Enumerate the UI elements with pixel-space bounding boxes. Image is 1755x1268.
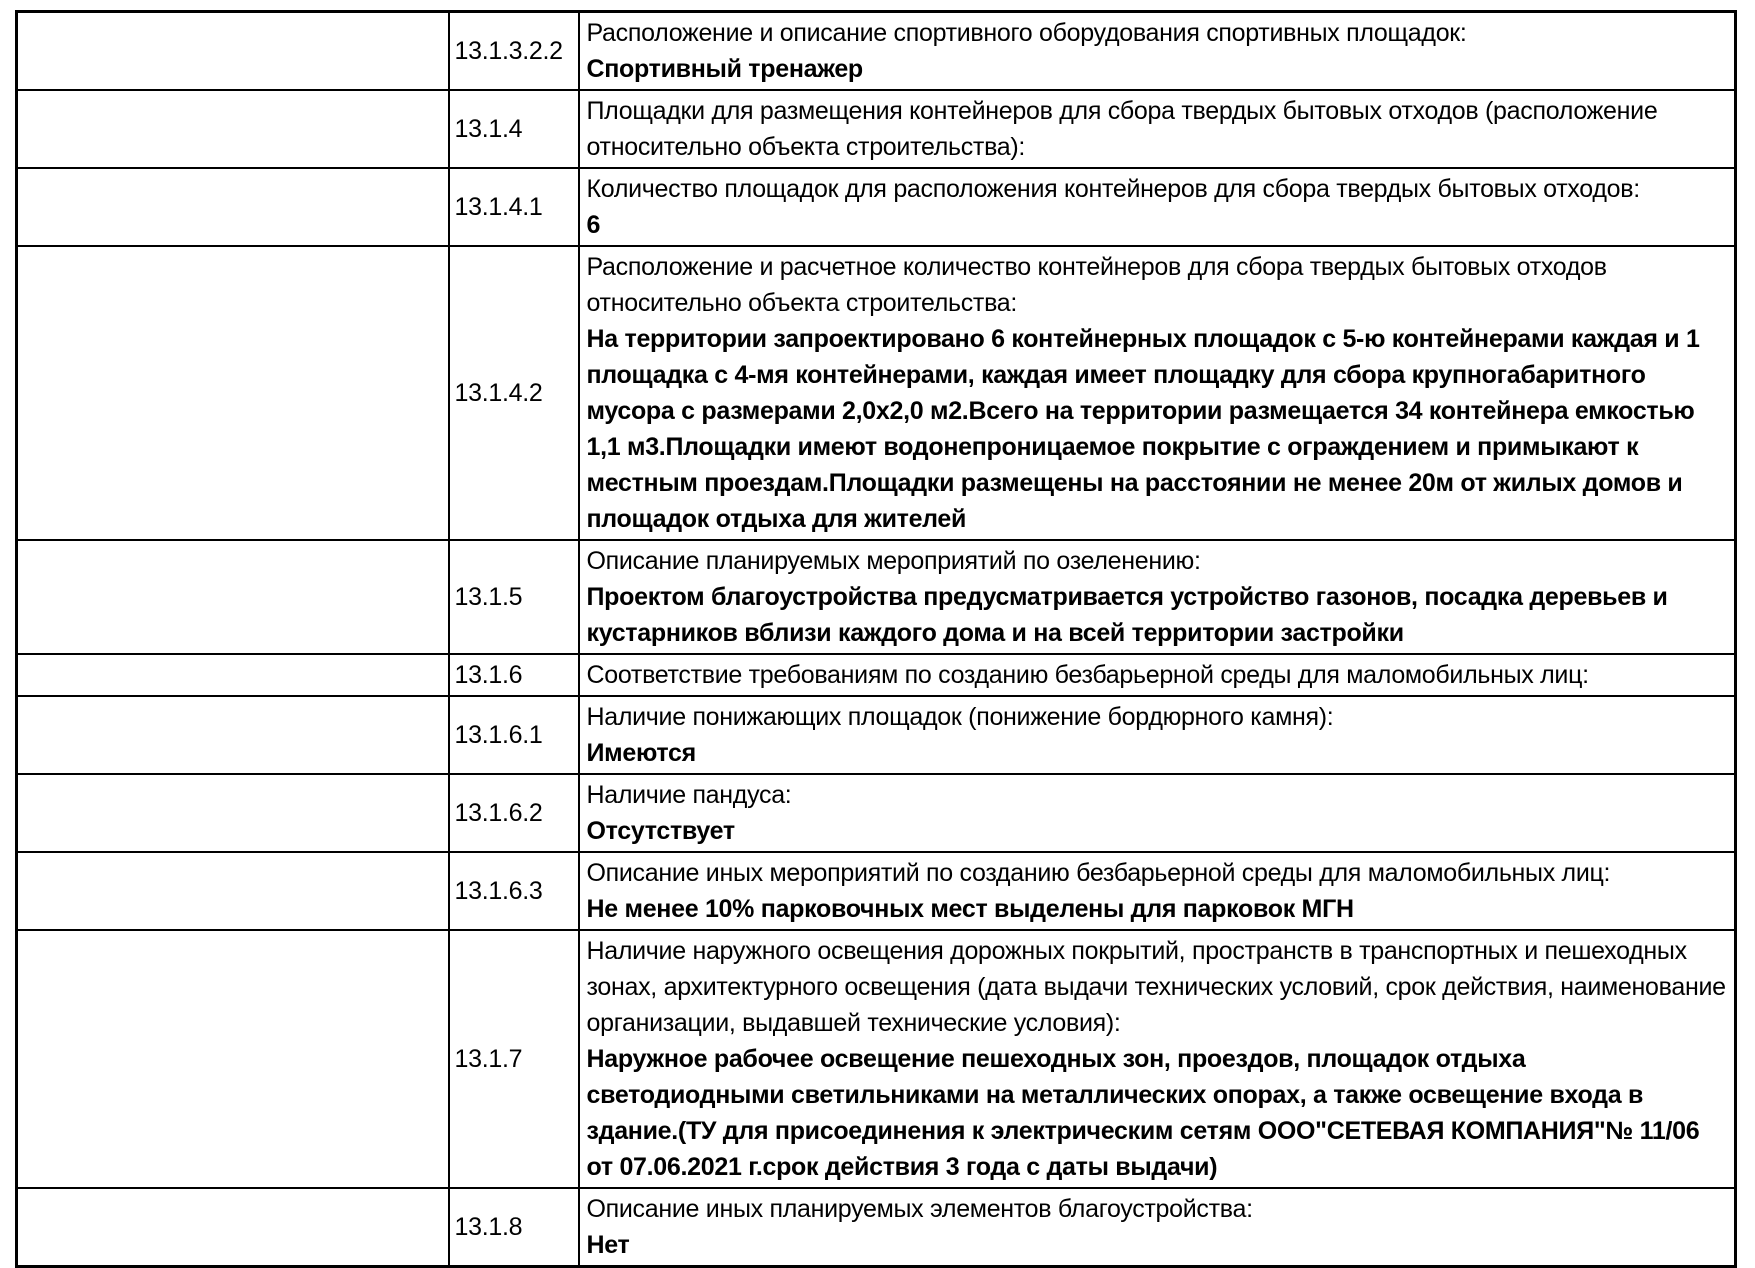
row-empty-cell [17,540,449,654]
table-row [17,1188,1736,1267]
row-empty-cell [17,90,449,168]
row-value: На территории запроектировано 6 контейнерных площадок с 5-ю контейнерами каждая и 1 площадка с 4-мя контейнерами, каждая имеет площадку для сбора крупногабаритного мусора с размерами 2,0х2,0 м2.Всего на территории размещается 34 контейнера емкостью 1,1 м3.Площадки имеют водонепроницаемое покрытие с ограждением и примыкают к местным проездам.Площадки размещены на расстоянии не менее 20м от жилых домов и площадок отдыха для жителей [586,325,1700,533]
row-label: Описание иных мероприятий по созданию безбарьерной среды для маломобильных лиц: [586,859,1611,887]
row-content-cell [579,774,1736,852]
row-value: Спортивный тренажер [586,55,863,83]
row-value: Не менее 10% парковочных мест выделены для парковок МГН [586,895,1354,923]
row-number: 13.1.6.1 [449,696,579,774]
row-empty-cell [17,1188,449,1267]
table-row [17,12,1736,91]
row-empty-cell [17,696,449,774]
row-label: Расположение и расчетное количество контейнеров для сбора твердых бытовых отходов относительно объекта строительства: [586,253,1607,317]
row-number: 13.1.5 [449,540,579,654]
row-empty-cell [17,12,449,91]
row-label: Описание иных планируемых элементов благоустройства: [586,1195,1253,1223]
row-content-cell [579,930,1736,1188]
row-content-cell [579,90,1736,168]
row-content-cell [579,246,1736,540]
row-content-cell [579,1188,1736,1267]
row-value: 6 [586,211,601,239]
row-content-cell [579,696,1736,774]
row-value: Наружное рабочее освещение пешеходных зон, проездов, площадок отдыха светодиодными светильниками на металлических опорах, а также освещение входа в здание.(ТУ для присоединения к электрическим сетям ООО"СЕТЕВАЯ КОМПАНИЯ"№ 11/06 от 07.06.2021 г.срок действия 3 года с даты выдачи) [586,1045,1700,1181]
row-number: 13.1.6.3 [449,852,579,930]
row-label: Описание планируемых мероприятий по озеленению: [586,547,1201,575]
document-table [15,10,1737,1268]
row-content-cell [579,540,1736,654]
row-number: 13.1.4 [449,90,579,168]
table-body [17,12,1736,1267]
row-number: 13.1.7 [449,930,579,1188]
row-number: 13.1.3.2.2 [449,12,579,91]
row-value: Отсутствует [586,817,735,845]
row-value: Нет [586,1231,630,1259]
row-value: Проектом благоустройства предусматривается устройство газонов, посадка деревьев и кустарников вблизи каждого дома и на всей территории застройки [586,583,1668,647]
row-value: Имеются [586,739,696,767]
table-row [17,852,1736,930]
table-row [17,696,1736,774]
table-row [17,654,1736,696]
table-row [17,540,1736,654]
row-empty-cell [17,930,449,1188]
row-label: Наличие наружного освещения дорожных покрытий, пространств в транспортных и пешеходных зонах, архитектурного освещения (дата выдачи технических условий, срок действия, наименование организации, выдавшей технические условия): [586,937,1726,1037]
row-empty-cell [17,774,449,852]
row-empty-cell [17,168,449,246]
row-label: Наличие понижающих площадок (понижение бордюрного камня): [586,703,1334,731]
row-content-cell [579,12,1736,91]
row-content-cell [579,168,1736,246]
table-row [17,246,1736,540]
table-row [17,168,1736,246]
row-number: 13.1.4.1 [449,168,579,246]
row-number: 13.1.8 [449,1188,579,1267]
table-row [17,90,1736,168]
row-label: Соответствие требованиям по созданию безбарьерной среды для маломобильных лиц: [586,661,1589,689]
row-number: 13.1.6.2 [449,774,579,852]
row-label: Расположение и описание спортивного оборудования спортивных площадок: [586,19,1467,47]
table-row [17,774,1736,852]
row-label: Количество площадок для расположения контейнеров для сбора твердых бытовых отходов: [586,175,1640,203]
row-empty-cell [17,654,449,696]
row-empty-cell [17,246,449,540]
row-number: 13.1.4.2 [449,246,579,540]
row-content-cell [579,852,1736,930]
table-row [17,930,1736,1188]
row-label: Площадки для размещения контейнеров для сбора твердых бытовых отходов (расположение относительно объекта строительства): [586,97,1658,161]
row-empty-cell [17,852,449,930]
row-label: Наличие пандуса: [586,781,792,809]
row-number: 13.1.6 [449,654,579,696]
row-content-cell [579,654,1736,696]
